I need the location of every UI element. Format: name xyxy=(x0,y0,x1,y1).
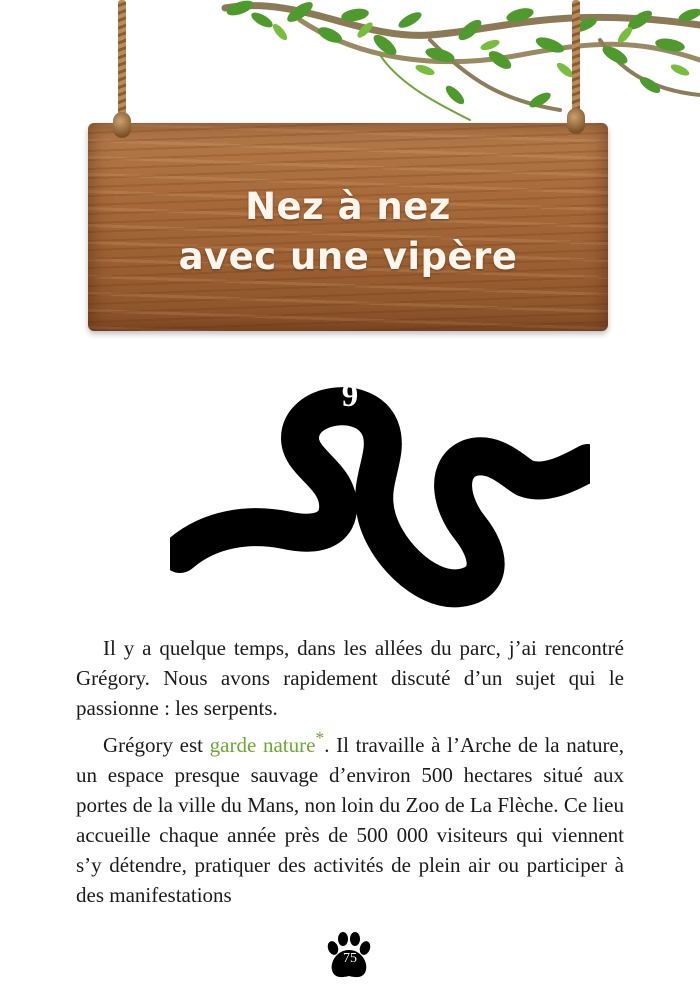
rope-knot-right xyxy=(567,108,585,134)
page-number: 75 xyxy=(343,951,357,966)
paragraph-1: Il y a quelque temps, dans les allées du parc, j’ai rencontré Grégory. Nous avons rapidement discuté d’un sujet qui le passionne : les serpents. xyxy=(76,636,624,720)
body-text xyxy=(76,633,624,910)
paragraph-2-intro: Grégory est xyxy=(103,733,210,757)
chapter-number: 9 xyxy=(341,378,359,414)
snake-icon xyxy=(170,378,590,608)
chapter-title-line-1: Nez à nez xyxy=(245,185,451,228)
glossary-asterisk: * xyxy=(315,728,325,748)
wooden-sign xyxy=(88,123,608,331)
paragraph-2-rest: . Il travaille à l’Arche de la nature, un espace presque sauvage d’environ 500 hectares situé aux portes de la ville du Mans, non loin du Zoo de La Flèche. Ce lieu accueille chaque année près de 500 000 visiteurs qui viennent s’y détendre, pratiquer des activités de plein air ou participer à des manifestations xyxy=(76,733,625,907)
chapter-title-line-2: avec une vipère xyxy=(178,235,518,278)
paragraph-2 xyxy=(76,723,624,910)
rope-knot-left xyxy=(113,112,131,138)
vines-decoration xyxy=(0,0,700,140)
glossary-term-garde-nature: garde nature xyxy=(209,733,316,757)
